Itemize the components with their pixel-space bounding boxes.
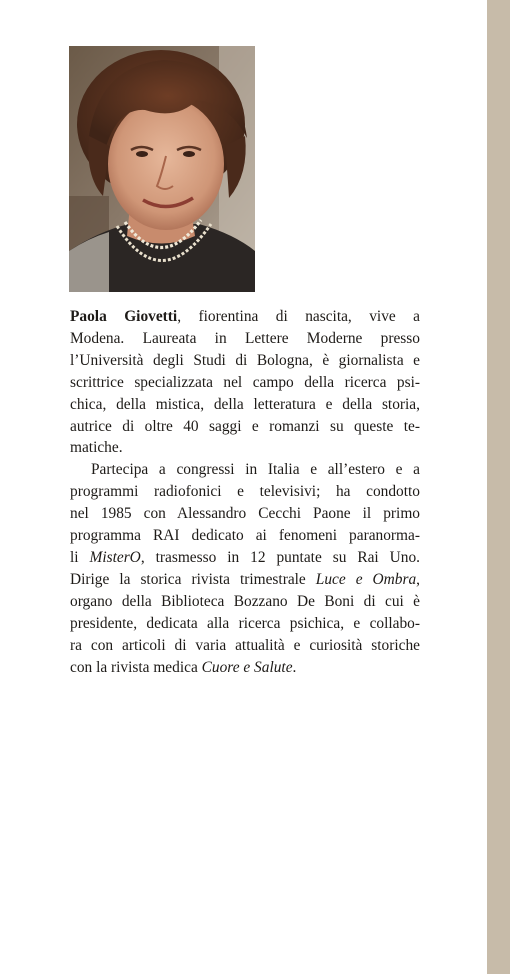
bio-paragraph-2: Partecipa a congressi in Italia e all’estero e a programmi radiofonici e televisivi; ha condotto nel 1985 con Alessandro Cecchi Paone il primo programma RAI dedicato ai fenomeni paranorma- li MisterO, trasmesso in 12 puntate su Rai Uno. Dirige la storica rivista trimestrale Luce e Ombra, organo della Biblioteca Bozzano De Boni di cui è presidente, dedicata alla ricerca psichica, e collabo- ra con articoli di varia attualità e curiosità storiche con la rivista medica Cuore e Salute. [70, 461, 420, 676]
cover-spine-strip [487, 0, 510, 974]
magazine-title: Luce e Ombra [315, 570, 417, 588]
author-biography [70, 306, 420, 678]
author-name: Paola Giovetti [70, 308, 178, 325]
medical-magazine-title: Cuore e Salute [201, 658, 293, 676]
bio-paragraph-1: Paola Giovetti, fiorentina di nascita, vive a Modena. Laureata in Lettere Moderne presso l’Università degli Studi di Bologna, è giornalista e scrittrice specializzata nel campo della ricerca psi- chica, della mistica, della letteratura e della storia, autrice di oltre 40 saggi e romanzi su queste te- matiche. [70, 308, 421, 457]
author-photo [69, 46, 255, 292]
tv-program-title: MisterO [89, 548, 141, 566]
author-portrait-image [69, 46, 255, 292]
